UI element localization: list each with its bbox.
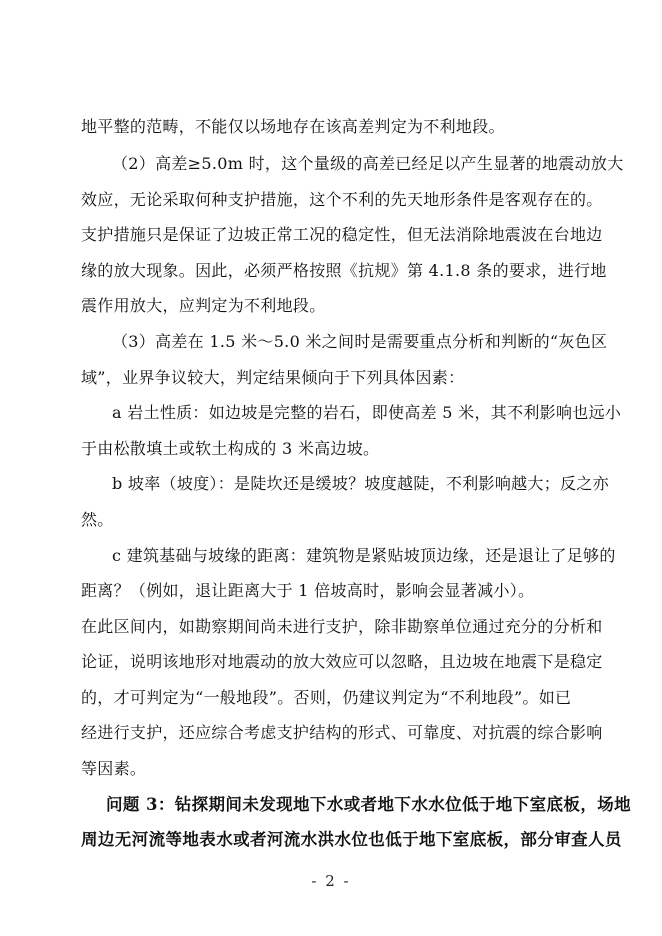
paragraph-line: 支护措施只是保证了边坡正常工况的稳定性，但无法消除地震波在台地边 (81, 225, 603, 244)
paragraph-line: 距离？（例如，退让距离大于 1 倍坡高时，影响会显著减小）。 (81, 581, 535, 600)
page-number: - 2 - (311, 872, 351, 890)
paragraph-line: 效应，无论采取何种支护措施，这个不利的先天地形条件是客观存在的。 (81, 190, 603, 209)
paragraph-line: （2）高差≥5.0m 时，这个量级的高差已经足以产生显著的地震动放大 (112, 154, 624, 173)
paragraph-line: b 坡率（坡度）：是陡坎还是缓坡？坡度越陡，不利影响越大；反之亦 (112, 474, 609, 493)
paragraph-line: 震作用放大，应判定为不利地段。 (81, 296, 326, 315)
paragraph-line: a 岩土性质：如边坡是完整的岩石，即使高差 5 米，其不利影响也远小 (112, 403, 622, 422)
paragraph-line: 域”，业界争议较大，判定结果倾向于下列具体因素： (81, 368, 465, 387)
paragraph-line: 缘的放大现象。因此，必须严格按照《抗规》第 4.1.8 条的要求，进行地 (81, 261, 607, 280)
paragraph-line: 等因素。 (81, 759, 147, 778)
paragraph-line: 论证，说明该地形对地震动的放大效应可以忽略，且边坡在地震下是稳定 (81, 652, 603, 671)
paragraph-line: 的，才可判定为“一般地段”。否则，仍建议判定为“不利地段”。如已 (81, 688, 572, 707)
paragraph-line: 在此区间内，如勘察期间尚未进行支护，除非勘察单位通过充分的分析和 (81, 617, 603, 636)
paragraph-line: 然。 (81, 510, 114, 529)
paragraph-line: 地平整的范畴，不能仅以场地存在该高差判定为不利地段。 (81, 117, 505, 136)
question-heading-line: 问题 3：钻探期间未发现地下水或者地下水水位低于地下室底板，场地 (106, 795, 632, 814)
paragraph-line: 经进行支护，还应综合考虑支护结构的形式、可靠度、对抗震的综合影响 (81, 723, 603, 742)
paragraph-line: 于由松散填土或软土构成的 3 米高边坡。 (81, 439, 380, 458)
paragraph-line: （3）高差在 1.5 米～5.0 米之间时是需要重点分析和判断的“灰色区 (112, 332, 608, 351)
question-heading-line: 周边无河流等地表水或者河流水洪水位也低于地下室底板，部分审查人员 (81, 830, 622, 849)
paragraph-line: c 建筑基础与坡缘的距离：建筑物是紧贴坡顶边缘，还是退让了足够的 (112, 546, 616, 565)
